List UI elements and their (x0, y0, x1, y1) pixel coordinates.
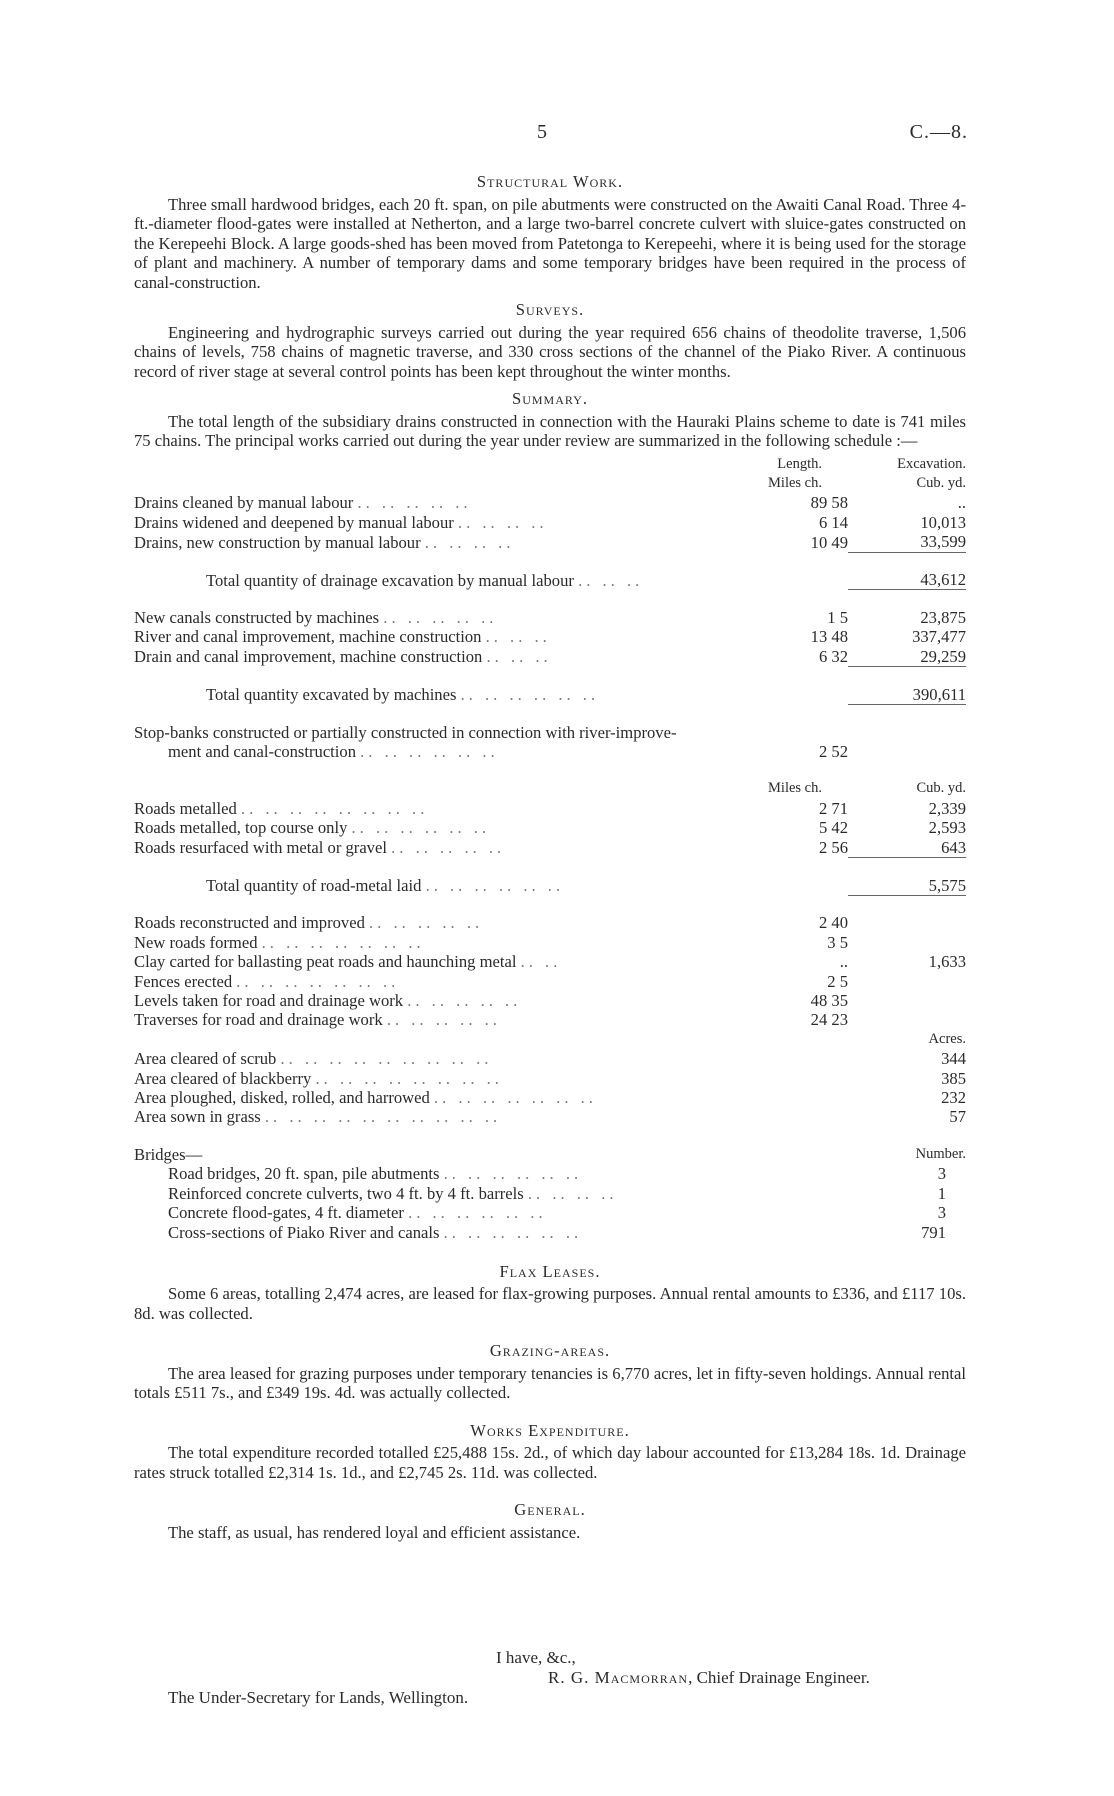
heading-summary: Summary. (511, 389, 589, 408)
row-label: Reinforced concrete culverts, two 4 ft. by 4 ft. barrels (168, 1183, 524, 1203)
heading-grazing-areas: Grazing-areas. (489, 1341, 611, 1361)
salutation: I have, &c., (496, 1648, 576, 1667)
total-excavation: 5,575 (848, 876, 966, 896)
row-value: 1 (937, 1183, 946, 1203)
table-row: Fences erected .. .. .. .. .. .. .. 2 5 (134, 972, 966, 991)
col-number-header: Number. (915, 1145, 966, 1162)
row-value: 3 (937, 1203, 946, 1223)
row-excavation: 33,599 (848, 532, 966, 552)
col-acres-header: Acres. (928, 1030, 966, 1047)
paragraph-structural-work: Three small hardwood bridges, each 20 ft. span, on pile abutments were constructed on the Awaiti Canal Road. Three 4-ft.-diameter flood-gates were installed at Netherton, and a large two-barrel concrete culvert with sluice-gates constructed on the Kerepeehi Block. A large goods-shed has been moved from Patetonga to Kerepeehi, where it is being used for the storage of plant and machinery. A number of temporary dams and some temporary bridges have been required in the process of canal-construction. (134, 194, 966, 292)
paragraph-surveys: Engineering and hydrographic surveys carried out during the year required 656 chains of theodolite traverse, 1,506 chains of levels, 758 chains of magnetic traverse, and 330 cross sections of the channel of the Piako River. A continuous record of river stage at several control points has been kept throughout the winter months. (134, 322, 966, 381)
row-label: New canals constructed by machines (134, 607, 380, 627)
table-row: Roads resurfaced with metal or gravel .. .. .. .. .. 2 56 643 (134, 837, 966, 858)
table-row: Drains widened and deepened by manual labour .. .. .. .. 6 14 10,013 (134, 512, 966, 532)
row-length: 2 52 (818, 741, 848, 761)
row-label: Stop-banks constructed or partially constructed in connection with river-improve- (134, 722, 677, 742)
row-label: Fences erected (134, 971, 233, 991)
row-length: 48 35 (810, 991, 848, 1011)
row-length: 1 5 (827, 607, 848, 627)
total-excavation: 390,611 (848, 685, 966, 705)
row-label: Roads reconstructed and improved (134, 913, 365, 933)
page-number: 5 (537, 121, 547, 143)
row-label: Drain and canal improvement, machine construction (134, 647, 483, 667)
row-length: 5 42 (818, 818, 848, 838)
schedule-header-row (134, 779, 966, 798)
row-label: Roads metalled (134, 798, 237, 818)
table-row: Area sown in grass .. .. .. .. .. .. .. .. .. .. 57 (134, 1107, 966, 1127)
table-row: Roads metalled .. .. .. .. .. .. .. .. 2 71 2,339 (134, 798, 966, 818)
row-value: 385 (941, 1068, 966, 1088)
row-label: Concrete flood-gates, 4 ft. diameter (168, 1203, 404, 1223)
page-body (134, 168, 966, 1542)
row-length: 24 23 (810, 1010, 848, 1030)
signatory-name: R. G. Macmorran (548, 1668, 689, 1687)
row-excavation (848, 972, 966, 991)
row-label: River and canal improvement, machine construction (134, 627, 482, 647)
row-length: 3 5 (827, 932, 848, 952)
table-row: Traverses for road and drainage work .. .. .. .. .. 24 23 (134, 1010, 966, 1029)
row-excavation (848, 933, 966, 952)
table-row (134, 723, 966, 742)
row-excavation: 337,477 (912, 627, 966, 647)
row-label: Area sown in grass (134, 1107, 261, 1127)
row-excavation: 10,013 (920, 512, 966, 532)
row-label: Roads metalled, top course only (134, 818, 348, 838)
row-label: Area ploughed, disked, rolled, and harrowed (134, 1088, 430, 1108)
heading-structural-work: Structural Work. (476, 172, 624, 191)
row-length: 2 5 (827, 971, 848, 991)
row-excavation: 2,593 (928, 818, 966, 838)
paragraph-flax-leases: Some 6 areas, totalling 2,474 acres, are leased for flax-growing purposes. Annual rental amounts to £336, and £117 10s. 8d. was collected. (134, 1284, 966, 1323)
schedule-header-row (134, 455, 966, 494)
schedule-header-row (134, 1145, 966, 1164)
row-label: Drains, new construction by manual labour (134, 532, 421, 552)
bridges-label: Bridges— (134, 1144, 203, 1164)
row-value: 57 (949, 1107, 966, 1127)
table-row: Area cleared of scrub .. .. .. .. .. .. .. .. .. 344 (134, 1049, 966, 1069)
table-row: Roads metalled, top course only .. .. .. .. .. .. 5 42 2,593 (134, 818, 966, 838)
table-row: New canals constructed by machines .. .. .. .. .. 1 5 23,875 (134, 607, 966, 627)
col-length-unit: Miles ch. (768, 474, 822, 491)
table-row: Area ploughed, disked, rolled, and harrowed .. .. .. .. .. .. .. 232 (134, 1088, 966, 1108)
row-value: 344 (941, 1049, 966, 1069)
row-excavation (848, 913, 966, 932)
paragraph-works-expenditure: The total expenditure recorded totalled £25,488 15s. 2d., of which day labour accounted for £13,284 18s. 1d. Drainage rates struck totalled £2,314 1s. 1d., and £2,745 2s. 11d. was collected. (134, 1443, 966, 1482)
row-label: ment and canal-construction (168, 741, 356, 761)
table-row: Levels taken for road and drainage work .. .. .. .. .. 48 35 (134, 991, 966, 1010)
row-label: New roads formed (134, 932, 258, 952)
table-row: Reinforced concrete culverts, two 4 ft. by 4 ft. barrels .. .. .. .. 1 (134, 1184, 966, 1203)
paragraph-summary: The total length of the subsidiary drains constructed in connection with the Hauraki Plains scheme to date is 741 miles 75 chains. The principal works carried out during the year under review are summarized in the following schedule :— (134, 411, 966, 450)
table-row: Drains cleaned by manual labour .. .. .. .. .. 89 58 .. (134, 493, 966, 513)
row-length: 6 14 (818, 512, 848, 532)
row-length: 13 48 (810, 627, 848, 647)
row-length: .. (839, 952, 848, 972)
works-schedule-table (134, 455, 966, 1242)
total-row: Total quantity excavated by machines .. .. .. .. .. .. 390,611 (206, 684, 966, 705)
total-label: Total quantity excavated by machines (206, 685, 457, 705)
table-row: Drain and canal improvement, machine construction .. .. .. 6 32 29,259 (134, 646, 966, 667)
col-excavation-header: Excavation. (897, 455, 966, 472)
row-label: Area cleared of scrub (134, 1049, 277, 1069)
heading-works-expenditure: Works Expenditure. (470, 1420, 630, 1440)
row-label: Area cleared of blackberry (134, 1068, 312, 1088)
row-excavation (848, 991, 966, 1010)
col-length-unit: Miles ch. (768, 780, 822, 797)
row-label: Roads resurfaced with metal or gravel (134, 838, 387, 858)
heading-general: General. (514, 1500, 586, 1520)
total-row: Total quantity of drainage excavation by manual labour .. .. .. 43,612 (206, 570, 966, 590)
row-excavation: 2,339 (928, 798, 966, 818)
heading-flax-leases: Flax Leases. (499, 1261, 601, 1281)
table-row: Clay carted for ballasting peat roads and haunching metal .. .. .. 1,633 (134, 952, 966, 972)
table-row: New roads formed .. .. .. .. .. .. .. 3 5 (134, 933, 966, 952)
paragraph-grazing-areas: The area leased for grazing purposes under temporary tenancies is 6,770 acres, let in fifty-seven holdings. Annual rental totals £511 7s., and £349 19s. 4d. was actually collected. (134, 1363, 966, 1403)
row-length: 2 40 (818, 913, 848, 933)
table-row: River and canal improvement, machine construction .. .. .. 13 48 337,477 (134, 627, 966, 647)
total-excavation: 43,612 (848, 570, 966, 590)
row-length: 6 32 (818, 647, 848, 667)
row-value: 791 (921, 1222, 946, 1242)
table-row: Road bridges, 20 ft. span, pile abutments .. .. .. .. .. .. 3 (134, 1164, 966, 1183)
row-label: Levels taken for road and drainage work (134, 991, 404, 1011)
row-length: 10 49 (810, 532, 848, 552)
table-row: ment and canal-construction .. .. .. .. .. .. 2 52 (168, 741, 848, 761)
signature-block (548, 1668, 870, 1688)
table-row: Drains, new construction by manual labour .. .. .. .. 10 49 33,599 (134, 532, 966, 552)
table-row: Cross-sections of Piako River and canals .. .. .. .. .. .. 791 (134, 1223, 966, 1242)
row-length: 2 71 (818, 798, 848, 818)
col-excavation-unit: Cub. yd. (916, 474, 966, 491)
heading-surveys: Surveys. (515, 300, 585, 319)
row-excavation: 1,633 (928, 952, 966, 972)
total-row: Total quantity of road-metal laid .. .. .. .. .. .. 5,575 (206, 875, 966, 895)
row-label: Road bridges, 20 ft. span, pile abutments (168, 1164, 440, 1184)
row-label: Drains widened and deepened by manual labour (134, 512, 454, 532)
row-length: 89 58 (810, 493, 848, 513)
row-label: Cross-sections of Piako River and canals (168, 1222, 440, 1242)
row-label: Drains cleaned by manual labour (134, 493, 354, 513)
document-reference: C.—8. (909, 121, 968, 143)
row-label: Clay carted for ballasting peat roads and haunching metal (134, 952, 517, 972)
paragraph-general: The staff, as usual, has rendered loyal and efficient assistance. (168, 1522, 581, 1542)
row-excavation: 23,875 (920, 607, 966, 627)
row-length: 2 56 (818, 838, 848, 858)
row-value: 232 (941, 1088, 966, 1108)
row-label: Traverses for road and drainage work (134, 1010, 383, 1030)
schedule-header-row (134, 1030, 966, 1049)
total-label: Total quantity of road-metal laid (206, 876, 422, 895)
table-row: Concrete flood-gates, 4 ft. diameter .. .. .. .. .. .. 3 (134, 1203, 966, 1222)
row-value: 3 (937, 1164, 946, 1184)
col-excavation-unit: Cub. yd. (916, 780, 966, 797)
total-label: Total quantity of drainage excavation by manual labour (206, 570, 574, 590)
row-excavation (848, 1010, 966, 1029)
table-row: Roads reconstructed and improved .. .. .. .. .. 2 40 (134, 913, 966, 932)
addressee: The Under-Secretary for Lands, Wellington. (168, 1688, 469, 1707)
row-excavation: 29,259 (848, 647, 966, 667)
table-row: Area cleared of blackberry .. .. .. .. .. .. .. .. 385 (134, 1068, 966, 1088)
row-excavation: .. (957, 493, 966, 513)
signatory-title: , Chief Drainage Engineer. (688, 1668, 870, 1687)
col-length-header: Length. (777, 455, 822, 472)
row-excavation: 643 (848, 838, 966, 858)
